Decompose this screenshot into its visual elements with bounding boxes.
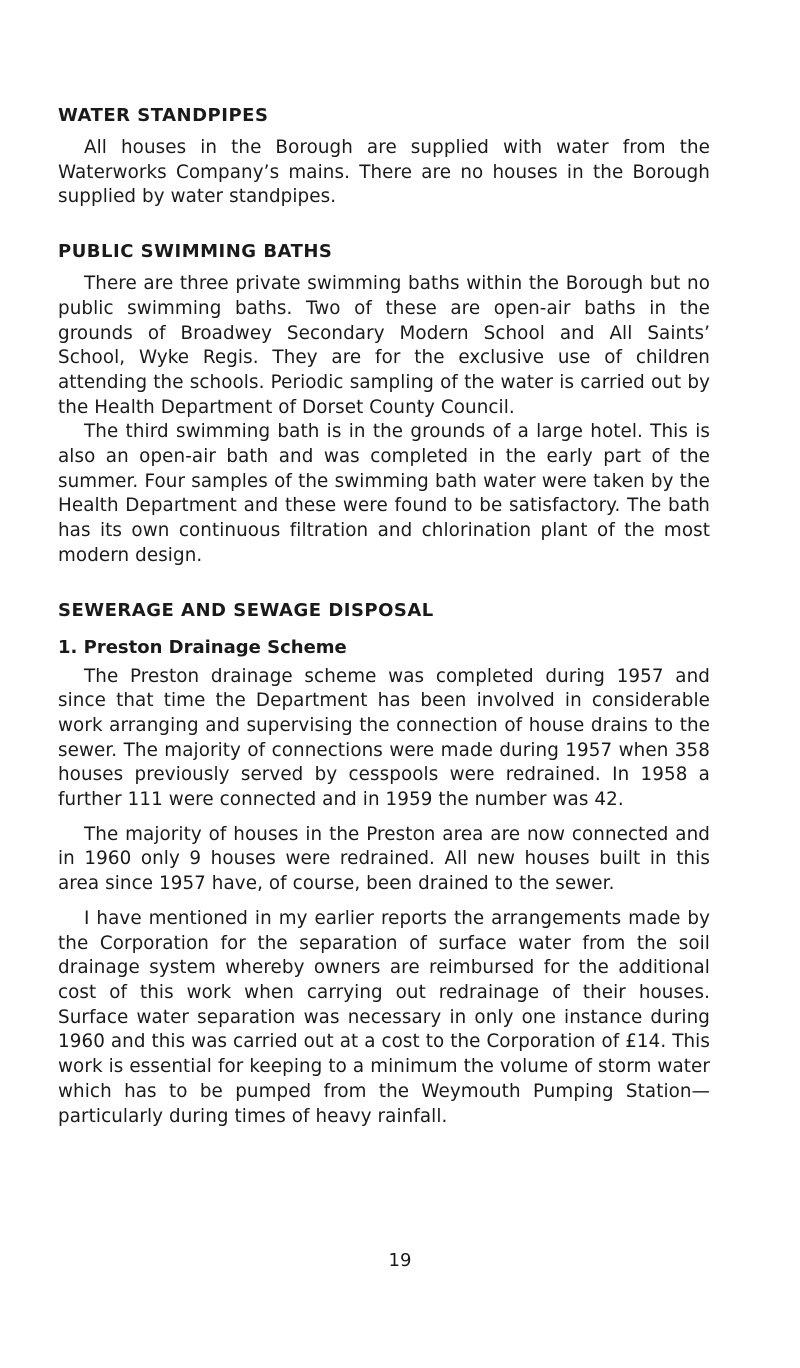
- paragraph-preston-1: The Preston drainage scheme was completed during 1957 and since that time the Department has been involved in considerable work arranging and supervising the connection of house drains to the sewer. The majority of connections were made during 1957 when 358 houses previously served by cesspools were redrained. In 1958 a further 111 were connected and in 1959 the number was 42.: [58, 665, 710, 811]
- heading-sewerage: SEWERAGE AND SEWAGE DISPOSAL: [58, 599, 434, 621]
- document-page: [58, 96, 710, 1129]
- heading-swimming-baths: PUBLIC SWIMMING BATHS: [58, 241, 333, 263]
- heading-water-standpipes: WATER STANDPIPES: [58, 105, 269, 126]
- page-number: 19: [388, 1250, 412, 1271]
- paragraph-swimming-baths-2: The third swimming bath is in the grounds of a large hotel. This is also an open-air bath and was completed in the early part of the summer. Four samples of the swimming bath water were taken by the Health Department and these were found to be satisfactory. The bath has its own continuous filtration and chlorination plant of the most modern design.: [58, 421, 710, 566]
- paragraph-preston-2: The majority of houses in the Preston area are now connected and in 1960 only 9 houses were redrained. All new houses built in this area since 1957 have, of course, been drained to the sewer.: [58, 823, 710, 895]
- paragraph-swimming-baths-1: There are three private swimming baths within the Borough but no public swimming baths. Two of these are open-air baths in the grounds of Broadwey Secondary Modern School and All Saints’ School, Wyke Regis. They are for the exclusive use of children attending the schools. Periodic sampling of the water is carried out by the Health Department of Dorset County Council.: [58, 273, 710, 418]
- paragraph-water-standpipes: All houses in the Borough are supplied with water from the Waterworks Company’s mains. There are no houses in the Borough supplied by water standpipes.: [58, 137, 710, 208]
- subheading-preston-drainage: 1. Preston Drainage Scheme: [58, 636, 347, 658]
- paragraph-preston-3: I have mentioned in my earlier reports the arrangements made by the Corporation for the separation of surface water from the soil drainage system whereby owners are reimbursed for the additional cost of this work when carrying out redrainage of their houses. Surface water separation was necessary in only one instance during 1960 and this was carried out at a cost to the Corporation of £14. This work is essential for keeping to a minimum the volume of storm water which has to be pumped from the Weymouth Pumping Station—particularly during times of heavy rainfall.: [58, 907, 710, 1127]
